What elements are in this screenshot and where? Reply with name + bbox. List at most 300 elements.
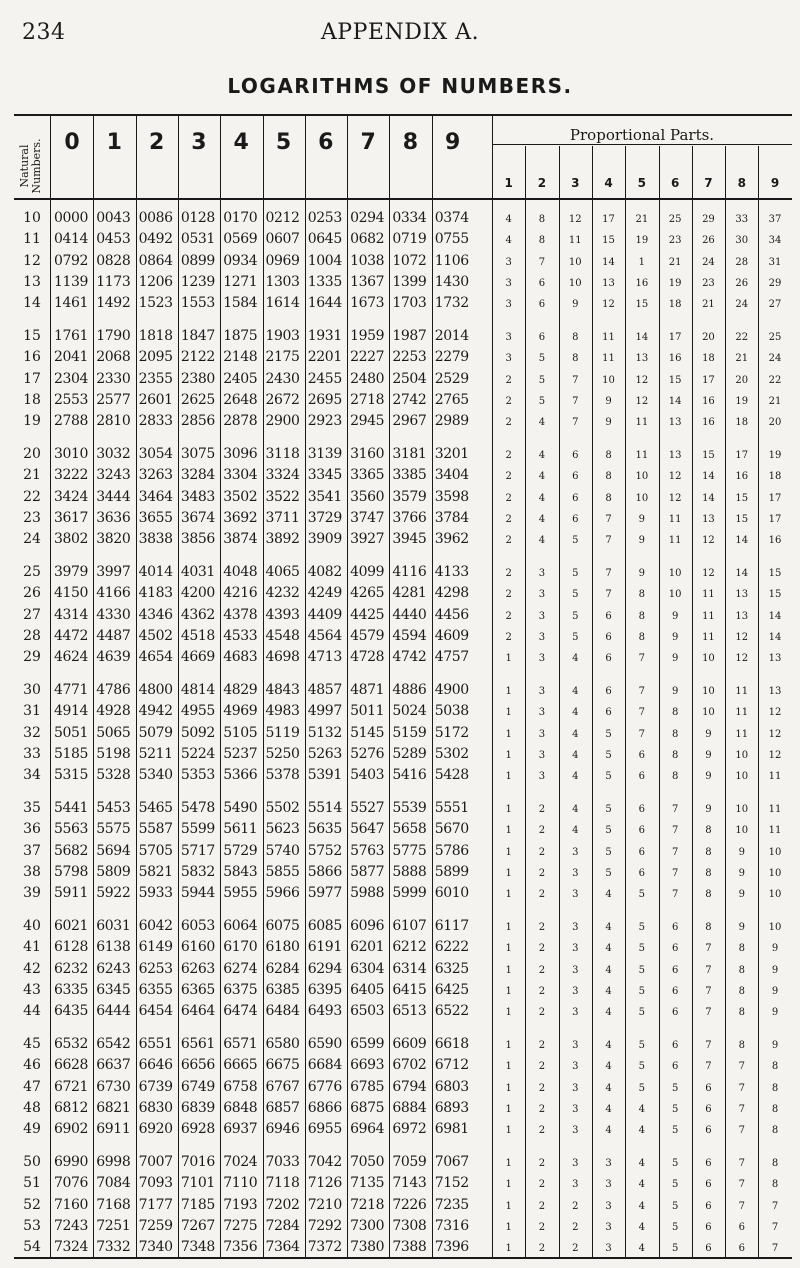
table-top-rule bbox=[14, 114, 792, 116]
log-value: 4393 bbox=[265, 606, 300, 623]
proportional-part: 8 bbox=[738, 964, 745, 976]
log-value: 7292 bbox=[307, 1217, 342, 1234]
proportional-part: 2 bbox=[572, 1243, 579, 1255]
natural-number: 38 bbox=[23, 863, 41, 880]
proportional-part: 5 bbox=[605, 749, 612, 761]
log-value: 4183 bbox=[138, 585, 173, 602]
log-value: 6767 bbox=[265, 1078, 300, 1095]
log-value: 3096 bbox=[223, 446, 258, 462]
log-value: 3856 bbox=[180, 531, 215, 548]
proportional-part: 16 bbox=[702, 395, 715, 407]
log-value: 2810 bbox=[96, 413, 131, 430]
log-value: 6444 bbox=[96, 1003, 131, 1020]
log-value: 2175 bbox=[265, 349, 300, 366]
log-value: 4728 bbox=[350, 649, 385, 666]
proportional-part: 8 bbox=[705, 889, 712, 901]
proportional-part: 12 bbox=[635, 374, 649, 386]
proportional-part: 3 bbox=[538, 568, 546, 579]
proportional-part: 4 bbox=[605, 985, 612, 997]
log-value: 4683 bbox=[223, 649, 258, 666]
proportional-part: 2 bbox=[538, 943, 546, 955]
proportional-part: 2 bbox=[505, 568, 512, 579]
log-value: 6117 bbox=[434, 918, 469, 934]
log-value: 7316 bbox=[434, 1217, 469, 1234]
log-value: 7308 bbox=[392, 1217, 427, 1234]
log-value: 5647 bbox=[350, 821, 385, 838]
natural-number: 19 bbox=[23, 413, 41, 430]
log-value: 4330 bbox=[96, 606, 131, 623]
log-value: 6848 bbox=[223, 1099, 258, 1116]
proportional-part: 11 bbox=[635, 450, 649, 461]
proportional-part: 2 bbox=[505, 535, 512, 547]
log-value: 6911 bbox=[96, 1121, 131, 1138]
proportional-part: 15 bbox=[768, 589, 782, 601]
logarithm-table bbox=[14, 114, 792, 1259]
log-value: 6884 bbox=[392, 1099, 427, 1116]
proportional-part: 1 bbox=[505, 686, 512, 697]
proportional-part: 19 bbox=[768, 450, 782, 461]
proportional-part: 5 bbox=[605, 867, 612, 879]
proportional-part: 2 bbox=[505, 450, 512, 461]
natural-number: 37 bbox=[23, 842, 41, 859]
log-value: 2304 bbox=[54, 370, 89, 387]
log-value: 4669 bbox=[180, 649, 215, 666]
column-header: 7 bbox=[360, 130, 376, 155]
proportional-part: 6 bbox=[572, 450, 579, 461]
log-value: 2405 bbox=[223, 370, 258, 387]
proportional-part: 14 bbox=[702, 492, 715, 504]
proportional-part: 4 bbox=[638, 1243, 646, 1255]
column-rule bbox=[220, 114, 221, 1257]
proportional-part: 6 bbox=[638, 846, 646, 858]
log-value: 4472 bbox=[54, 627, 89, 644]
log-value: 1847 bbox=[180, 328, 215, 344]
proportional-part: 15 bbox=[735, 492, 749, 504]
proportional-part: 8 bbox=[538, 235, 546, 247]
log-value: 6263 bbox=[180, 960, 215, 977]
log-value: 4116 bbox=[392, 564, 427, 580]
proportional-part: 12 bbox=[735, 653, 749, 665]
log-value: 4502 bbox=[138, 627, 173, 644]
proportional-part: 2 bbox=[538, 1221, 546, 1233]
proportional-part: 10 bbox=[735, 749, 749, 761]
natural-number: 42 bbox=[23, 960, 41, 977]
proportional-part: 7 bbox=[705, 943, 712, 955]
proportional-part: 8 bbox=[671, 728, 679, 740]
log-value: 6928 bbox=[180, 1121, 215, 1138]
proportional-part: 2 bbox=[538, 1243, 546, 1255]
proportional-part: 5 bbox=[538, 395, 546, 407]
log-value: 3502 bbox=[223, 488, 258, 505]
log-value: 7135 bbox=[350, 1175, 385, 1192]
log-value: 2648 bbox=[223, 391, 258, 408]
proportional-part: 2 bbox=[538, 889, 546, 901]
log-value: 4548 bbox=[265, 627, 300, 644]
log-value: 6222 bbox=[434, 939, 469, 956]
log-value: 5092 bbox=[180, 724, 215, 741]
log-value: 4564 bbox=[307, 627, 342, 644]
column-rule bbox=[625, 146, 626, 1257]
proportional-part: 2 bbox=[505, 610, 512, 622]
proportional-part: 4 bbox=[638, 1221, 646, 1233]
proportional-part: 5 bbox=[638, 964, 646, 976]
proportional-column-header: 4 bbox=[604, 176, 613, 190]
proportional-part: 6 bbox=[638, 867, 646, 879]
natural-number: 13 bbox=[23, 273, 41, 290]
log-value: 0043 bbox=[96, 210, 131, 226]
log-value: 4425 bbox=[350, 606, 385, 623]
log-value: 5185 bbox=[54, 745, 89, 762]
log-value: 1732 bbox=[434, 295, 469, 312]
log-value: 6042 bbox=[138, 918, 173, 934]
log-value: 7177 bbox=[138, 1196, 173, 1213]
log-value: 6375 bbox=[223, 981, 258, 998]
natural-number: 46 bbox=[23, 1057, 41, 1074]
proportional-part: 1 bbox=[638, 256, 646, 268]
log-value: 0253 bbox=[307, 210, 342, 226]
log-value: 2695 bbox=[307, 391, 342, 408]
column-rule bbox=[389, 114, 390, 1257]
proportional-part: 9 bbox=[738, 889, 745, 901]
log-value: 2577 bbox=[96, 391, 131, 408]
proportional-part: 14 bbox=[768, 631, 782, 643]
log-value: 5821 bbox=[138, 863, 173, 880]
natural-number: 35 bbox=[23, 800, 41, 816]
log-value: 3962 bbox=[434, 531, 469, 548]
log-value: 4829 bbox=[223, 682, 258, 698]
log-value: 2279 bbox=[434, 349, 469, 366]
log-value: 5038 bbox=[434, 703, 469, 720]
proportional-part: 14 bbox=[768, 610, 782, 622]
log-value: 4082 bbox=[307, 564, 342, 580]
log-value: 6618 bbox=[434, 1036, 469, 1052]
log-value: 5635 bbox=[307, 821, 342, 838]
proportional-part: 9 bbox=[671, 631, 679, 643]
proportional-part: 11 bbox=[668, 513, 682, 525]
log-value: 6180 bbox=[265, 939, 300, 956]
log-value: 0682 bbox=[350, 231, 385, 248]
log-value: 1106 bbox=[434, 252, 469, 269]
log-value: 1553 bbox=[180, 295, 215, 312]
log-value: 7007 bbox=[138, 1154, 173, 1170]
log-value: 1614 bbox=[265, 295, 300, 312]
log-value: 3324 bbox=[265, 467, 300, 484]
natural-number: 29 bbox=[23, 649, 41, 666]
proportional-part: 7 bbox=[738, 1061, 745, 1073]
proportional-part: 13 bbox=[768, 653, 782, 665]
log-value: 6946 bbox=[265, 1121, 300, 1138]
proportional-part: 2 bbox=[505, 492, 512, 504]
proportional-part: 6 bbox=[572, 513, 579, 525]
log-value: 6712 bbox=[434, 1057, 469, 1074]
log-value: 1461 bbox=[54, 295, 89, 312]
log-value: 2041 bbox=[54, 349, 89, 366]
log-value: 7275 bbox=[223, 1217, 258, 1234]
log-value: 7152 bbox=[434, 1175, 469, 1192]
log-value: 6675 bbox=[265, 1057, 300, 1074]
log-value: 0170 bbox=[223, 210, 258, 226]
proportional-part: 5 bbox=[605, 846, 612, 858]
log-value: 2227 bbox=[350, 349, 385, 366]
proportional-part: 8 bbox=[671, 771, 679, 783]
proportional-part: 7 bbox=[738, 1082, 745, 1094]
log-value: 6803 bbox=[434, 1078, 469, 1095]
proportional-part: 4 bbox=[572, 653, 579, 665]
natural-number: 43 bbox=[23, 981, 41, 998]
log-value: 6866 bbox=[307, 1099, 342, 1116]
natural-number: 28 bbox=[23, 627, 41, 644]
log-value: 7372 bbox=[307, 1239, 342, 1256]
proportional-part: 5 bbox=[572, 568, 579, 579]
proportional-part: 8 bbox=[605, 450, 612, 461]
natural-number: 26 bbox=[23, 585, 41, 602]
log-value: 1038 bbox=[350, 252, 385, 269]
log-value: 2380 bbox=[180, 370, 215, 387]
proportional-part: 4 bbox=[572, 771, 579, 783]
proportional-part: 9 bbox=[771, 964, 779, 976]
log-value: 5899 bbox=[434, 863, 469, 880]
log-value: 6542 bbox=[96, 1036, 131, 1052]
log-value: 0645 bbox=[307, 231, 342, 248]
log-value: 1303 bbox=[265, 273, 300, 290]
log-value: 6335 bbox=[54, 981, 89, 998]
natural-number: 41 bbox=[23, 939, 41, 956]
proportional-part: 3 bbox=[538, 589, 546, 601]
log-value: 4942 bbox=[138, 703, 173, 720]
log-value: 5575 bbox=[96, 821, 131, 838]
natural-number: 23 bbox=[23, 509, 41, 526]
log-value: 5944 bbox=[180, 885, 215, 902]
log-value: 1239 bbox=[180, 273, 215, 290]
log-value: 5922 bbox=[96, 885, 131, 902]
proportional-part: 3 bbox=[505, 299, 512, 311]
proportional-part: 2 bbox=[538, 1007, 546, 1019]
proportional-part: 4 bbox=[538, 471, 546, 483]
proportional-part: 5 bbox=[638, 1007, 646, 1019]
log-value: 6484 bbox=[265, 1003, 300, 1020]
proportional-part: 7 bbox=[738, 1179, 745, 1191]
proportional-part: 4 bbox=[638, 1158, 646, 1169]
log-value: 1761 bbox=[54, 328, 89, 344]
log-value: 6693 bbox=[350, 1057, 385, 1074]
log-value: 6232 bbox=[54, 960, 89, 977]
log-value: 6355 bbox=[138, 981, 173, 998]
log-value: 0128 bbox=[180, 210, 215, 226]
log-value: 5832 bbox=[180, 863, 215, 880]
proportional-part: 10 bbox=[702, 707, 715, 719]
log-value: 2672 bbox=[265, 391, 300, 408]
column-header: 0 bbox=[64, 130, 80, 155]
log-value: 7076 bbox=[54, 1175, 89, 1192]
proportional-part: 4 bbox=[605, 1082, 612, 1094]
log-value: 3541 bbox=[307, 488, 342, 505]
proportional-part: 3 bbox=[572, 1158, 579, 1169]
log-value: 2788 bbox=[54, 413, 89, 430]
proportional-part: 3 bbox=[605, 1158, 612, 1169]
log-value: 4713 bbox=[307, 649, 342, 666]
natural-number: 45 bbox=[23, 1036, 41, 1052]
log-value: 5999 bbox=[392, 885, 427, 902]
log-value: 6160 bbox=[180, 939, 215, 956]
log-value: 7300 bbox=[350, 1217, 385, 1234]
proportional-part: 8 bbox=[638, 631, 646, 643]
log-value: 6304 bbox=[350, 960, 385, 977]
proportional-parts-header: Proportional Parts. bbox=[569, 126, 715, 144]
proportional-part: 6 bbox=[738, 1243, 745, 1255]
log-value: 6138 bbox=[96, 939, 131, 956]
log-value: 3579 bbox=[392, 488, 427, 505]
log-value: 5933 bbox=[138, 885, 173, 902]
proportional-part: 6 bbox=[705, 1158, 712, 1169]
proportional-part: 4 bbox=[605, 943, 612, 955]
log-value: 6730 bbox=[96, 1078, 131, 1095]
log-value: 2989 bbox=[434, 413, 469, 430]
natural-number: 54 bbox=[23, 1239, 41, 1256]
proportional-part: 10 bbox=[768, 846, 782, 858]
proportional-part: 13 bbox=[602, 277, 615, 289]
proportional-part: 5 bbox=[638, 889, 646, 901]
log-value: 6758 bbox=[223, 1078, 258, 1095]
log-value: 4048 bbox=[223, 564, 258, 580]
log-value: 3522 bbox=[265, 488, 300, 505]
proportional-part: 17 bbox=[768, 492, 782, 504]
log-value: 6522 bbox=[434, 1003, 469, 1020]
natural-number: 33 bbox=[23, 745, 41, 762]
column-rule bbox=[136, 114, 137, 1257]
proportional-part: 10 bbox=[568, 256, 582, 268]
log-value: 3032 bbox=[96, 446, 131, 462]
proportional-part: 10 bbox=[768, 867, 782, 879]
natural-number: 10 bbox=[23, 210, 41, 226]
log-value: 2201 bbox=[307, 349, 342, 366]
log-value: 0000 bbox=[54, 210, 89, 226]
proportional-part: 6 bbox=[671, 1007, 679, 1019]
proportional-part: 4 bbox=[605, 1125, 612, 1137]
proportional-part: 4 bbox=[605, 1061, 612, 1073]
log-value: 5024 bbox=[392, 703, 427, 720]
proportional-part: 12 bbox=[768, 749, 782, 761]
proportional-part: 3 bbox=[605, 1243, 612, 1255]
proportional-part: 7 bbox=[705, 1061, 712, 1073]
proportional-part: 6 bbox=[605, 610, 612, 622]
proportional-column-header: 2 bbox=[537, 176, 547, 190]
proportional-part: 10 bbox=[702, 653, 715, 665]
proportional-part: 1 bbox=[505, 728, 512, 740]
proportional-column-header: 6 bbox=[670, 176, 680, 190]
log-value: 6812 bbox=[54, 1099, 89, 1116]
log-value: 5453 bbox=[96, 800, 131, 816]
proportional-part: 6 bbox=[705, 1103, 712, 1115]
log-value: 3766 bbox=[392, 509, 427, 526]
log-value: 6580 bbox=[265, 1036, 300, 1052]
log-value: 7059 bbox=[392, 1154, 427, 1170]
log-value: 0719 bbox=[392, 231, 427, 248]
proportional-part: 4 bbox=[605, 964, 612, 976]
proportional-part: 10 bbox=[668, 568, 682, 579]
log-value: 6646 bbox=[138, 1057, 173, 1074]
page-title: LOGARITHMS OF NUMBERS. bbox=[227, 74, 573, 98]
proportional-part: 33 bbox=[735, 214, 749, 225]
log-value: 7050 bbox=[350, 1154, 385, 1170]
proportional-part: 5 bbox=[638, 943, 646, 955]
log-value: 5623 bbox=[265, 821, 300, 838]
log-value: 7093 bbox=[138, 1175, 173, 1192]
log-value: 2945 bbox=[350, 413, 385, 430]
proportional-part: 10 bbox=[635, 492, 649, 504]
proportional-part: 3 bbox=[605, 1221, 612, 1233]
log-value: 4969 bbox=[223, 703, 258, 720]
running-head: APPENDIX A. bbox=[320, 20, 480, 45]
proportional-part: 13 bbox=[768, 686, 782, 697]
proportional-part: 4 bbox=[538, 450, 546, 461]
log-value: 3636 bbox=[96, 509, 131, 526]
proportional-part: 5 bbox=[671, 1243, 679, 1255]
proportional-part: 3 bbox=[572, 1103, 579, 1115]
proportional-part: 19 bbox=[668, 277, 682, 289]
proportional-part: 30 bbox=[735, 235, 749, 247]
log-value: 5428 bbox=[434, 767, 469, 784]
proportional-part: 9 bbox=[771, 1040, 779, 1051]
log-value: 5670 bbox=[434, 821, 469, 838]
proportional-part: 6 bbox=[605, 707, 612, 719]
log-value: 7259 bbox=[138, 1217, 173, 1234]
proportional-part: 3 bbox=[538, 610, 546, 622]
proportional-part: 2 bbox=[572, 1221, 579, 1233]
log-value: 6021 bbox=[54, 918, 89, 934]
log-value: 6990 bbox=[54, 1154, 89, 1170]
proportional-part: 13 bbox=[635, 353, 649, 365]
proportional-part: 11 bbox=[768, 825, 782, 837]
log-value: 6053 bbox=[180, 918, 215, 934]
proportional-part: 4 bbox=[638, 1103, 646, 1115]
log-value: 5966 bbox=[265, 885, 300, 902]
proportional-part: 2 bbox=[538, 985, 546, 997]
proportional-part: 8 bbox=[738, 943, 745, 955]
log-value: 1399 bbox=[392, 273, 427, 290]
proportional-part: 25 bbox=[668, 214, 682, 225]
log-value: 4518 bbox=[180, 627, 215, 644]
proportional-part: 16 bbox=[735, 471, 749, 483]
proportional-part: 9 bbox=[738, 922, 745, 933]
proportional-part: 6 bbox=[538, 277, 546, 289]
proportional-part: 11 bbox=[735, 728, 749, 740]
proportional-part: 10 bbox=[602, 374, 615, 386]
proportional-part: 7 bbox=[705, 1007, 712, 1019]
proportional-part: 28 bbox=[735, 256, 749, 268]
proportional-part: 8 bbox=[638, 589, 646, 601]
proportional-part: 7 bbox=[605, 535, 612, 547]
proportional-part: 8 bbox=[771, 1082, 779, 1094]
log-value: 6656 bbox=[180, 1057, 215, 1074]
log-value: 6902 bbox=[54, 1121, 89, 1138]
proportional-part: 11 bbox=[702, 610, 715, 622]
column-header: 8 bbox=[402, 130, 419, 155]
log-value: 1271 bbox=[223, 273, 258, 290]
log-value: 5263 bbox=[307, 745, 342, 762]
log-value: 2923 bbox=[307, 413, 342, 430]
log-value: 1072 bbox=[392, 252, 427, 269]
log-value: 4639 bbox=[96, 649, 131, 666]
log-value: 4298 bbox=[434, 585, 469, 602]
proportional-part: 2 bbox=[538, 964, 546, 976]
proportional-part: 12 bbox=[635, 395, 649, 407]
proportional-part: 16 bbox=[635, 277, 649, 289]
proportional-part: 5 bbox=[638, 1061, 646, 1073]
proportional-part: 13 bbox=[668, 450, 682, 461]
proportional-part: 24 bbox=[702, 256, 715, 268]
column-rule bbox=[525, 146, 526, 1257]
log-value: 6075 bbox=[265, 918, 300, 934]
